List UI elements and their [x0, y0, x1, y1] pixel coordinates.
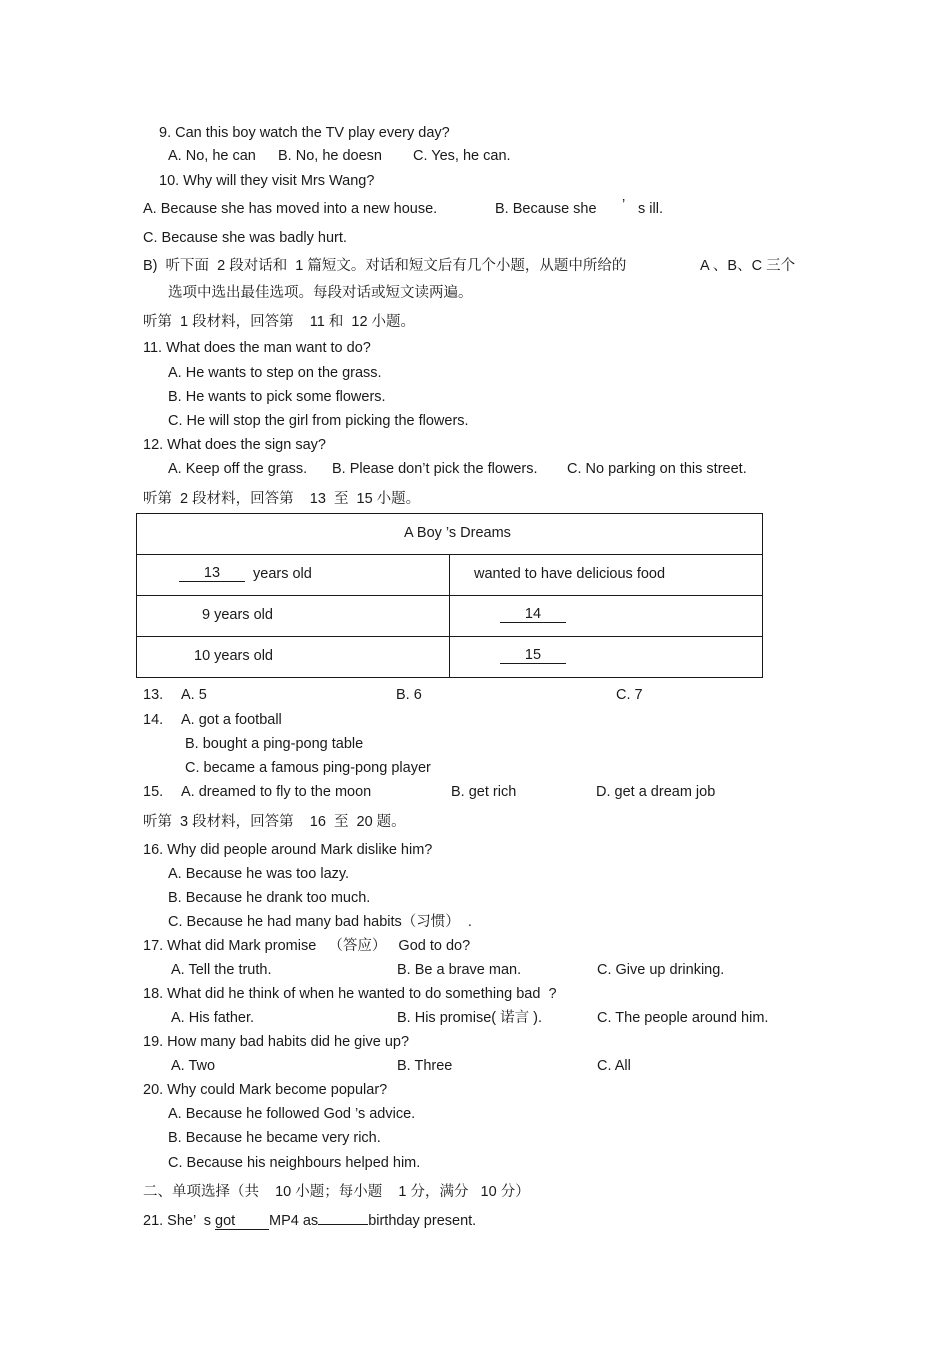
q12-option-b: B. Please don’t pick the flowers. — [332, 461, 538, 477]
q10-option-b: B. Because she — [495, 201, 597, 217]
table-row — [137, 555, 763, 596]
q21-text-start: 21. She’ s — [143, 1213, 211, 1229]
question-9: 9. Can this boy watch the TV play every day? — [159, 125, 450, 141]
q15-option-a: A. dreamed to fly to the moon — [181, 784, 372, 800]
q11-option-c: C. He will stop the girl from picking the flowers. — [168, 413, 469, 429]
question-12: 12. What does the sign say? — [143, 437, 326, 453]
part-2-heading: 听第 2 段材料，回答第 13 至 15 小题。 — [143, 491, 421, 507]
section-b-options: A 、B、C 三个 — [700, 258, 796, 274]
question-16: 16. Why did people around Mark dislike him? — [143, 842, 433, 858]
table-row — [137, 596, 763, 637]
q14-option-a: A. got a football — [181, 712, 282, 728]
q17-option-b: B. Be a brave man. — [397, 962, 522, 978]
q18-option-a: A. His father. — [171, 1010, 255, 1026]
q12-option-a: A. Keep off the grass. — [168, 461, 308, 477]
table-title: A Boy ’s Dreams — [404, 525, 511, 541]
table-title-row — [137, 514, 763, 555]
q19-option-b: B. Three — [397, 1058, 453, 1074]
q13-number: 13. — [143, 687, 164, 703]
q20-option-c: C. Because his neighbours helped him. — [168, 1155, 421, 1171]
q11-option-a: A. He wants to step on the grass. — [168, 365, 382, 381]
q16-option-a: A. Because he was too lazy. — [168, 866, 350, 882]
q14-number: 14. — [143, 712, 164, 728]
q18-option-c: C. The people around him. — [597, 1010, 769, 1026]
section-b-instructions: B) 听下面 2 段对话和 1 篇短文。对话和短文后有几个小题，从题中所给的 — [143, 258, 627, 274]
q12-option-c: C. No parking on this street. — [567, 461, 747, 477]
q18-option-b: B. His promise( 诺言 ). — [397, 1010, 543, 1026]
question-10: 10. Why will they visit Mrs Wang? — [159, 173, 375, 189]
section-2-heading: 二、单项选择（共 10 小题；每小题 1 分，满分 10 分） — [143, 1184, 530, 1200]
question-21 — [143, 1212, 476, 1230]
q13-option-b: B. 6 — [396, 687, 422, 703]
q14-option-c: C. became a famous ping-pong player — [185, 760, 431, 776]
question-17: 17. What did Mark promise （答应） God to do? — [143, 938, 471, 954]
q21-blank-1[interactable]: got — [215, 1213, 269, 1230]
q10-option-c: C. Because she was badly hurt. — [143, 230, 347, 246]
blank-13[interactable]: 13 — [179, 565, 245, 582]
q10-apostrophe: ’ — [622, 197, 626, 213]
q15-number: 15. — [143, 784, 164, 800]
question-20: 20. Why could Mark become popular? — [143, 1082, 388, 1098]
q19-option-c: C. All — [597, 1058, 631, 1074]
table-cell: 9 years old — [202, 607, 273, 623]
q9-option-a: A. No, he can — [168, 148, 256, 164]
q21-text-mid: MP4 as — [269, 1213, 319, 1229]
q15-option-d: D. get a dream job — [596, 784, 716, 800]
q21-text-end: birthday present. — [368, 1213, 477, 1229]
q17-option-c: C. Give up drinking. — [597, 962, 725, 978]
table-cell: years old — [253, 566, 312, 582]
question-11: 11. What does the man want to do? — [143, 340, 371, 356]
q17-option-a: A. Tell the truth. — [171, 962, 272, 978]
table-row — [137, 637, 763, 678]
part-1-heading: 听第 1 段材料，回答第 11 和 12 小题。 — [143, 314, 416, 330]
question-18: 18. What did he think of when he wanted to do something bad ? — [143, 986, 557, 1002]
q14-option-b: B. bought a ping-pong table — [185, 736, 364, 752]
q16-option-b: B. Because he drank too much. — [168, 890, 371, 906]
dreams-table — [136, 513, 763, 678]
question-19: 19. How many bad habits did he give up? — [143, 1034, 410, 1050]
q13-option-c: C. 7 — [616, 687, 643, 703]
section-b-instructions-2: 选项中选出最佳选项。每段对话或短文读两遍。 — [168, 285, 473, 301]
table-cell: wanted to have delicious food — [474, 566, 666, 582]
q19-option-a: A. Two — [171, 1058, 216, 1074]
q10-option-a: A. Because she has moved into a new house. — [143, 201, 438, 217]
q16-option-c: C. Because he had many bad habits（习惯） . — [168, 914, 472, 930]
q9-option-b: B. No, he doesn — [278, 148, 382, 164]
q9-option-c: C. Yes, he can. — [413, 148, 511, 164]
q21-blank-2[interactable] — [318, 1224, 368, 1225]
q11-option-b: B. He wants to pick some flowers. — [168, 389, 386, 405]
q15-option-b: B. get rich — [451, 784, 517, 800]
q20-option-b: B. Because he became very rich. — [168, 1130, 381, 1146]
blank-14[interactable]: 14 — [500, 606, 566, 623]
part-3-heading: 听第 3 段材料，回答第 16 至 20 题。 — [143, 814, 406, 830]
q20-option-a: A. Because he followed God ’s advice. — [168, 1106, 416, 1122]
q13-option-a: A. 5 — [181, 687, 207, 703]
table-cell: 10 years old — [194, 648, 273, 664]
blank-15[interactable]: 15 — [500, 647, 566, 664]
q10-option-b-end: s ill. — [638, 201, 663, 217]
